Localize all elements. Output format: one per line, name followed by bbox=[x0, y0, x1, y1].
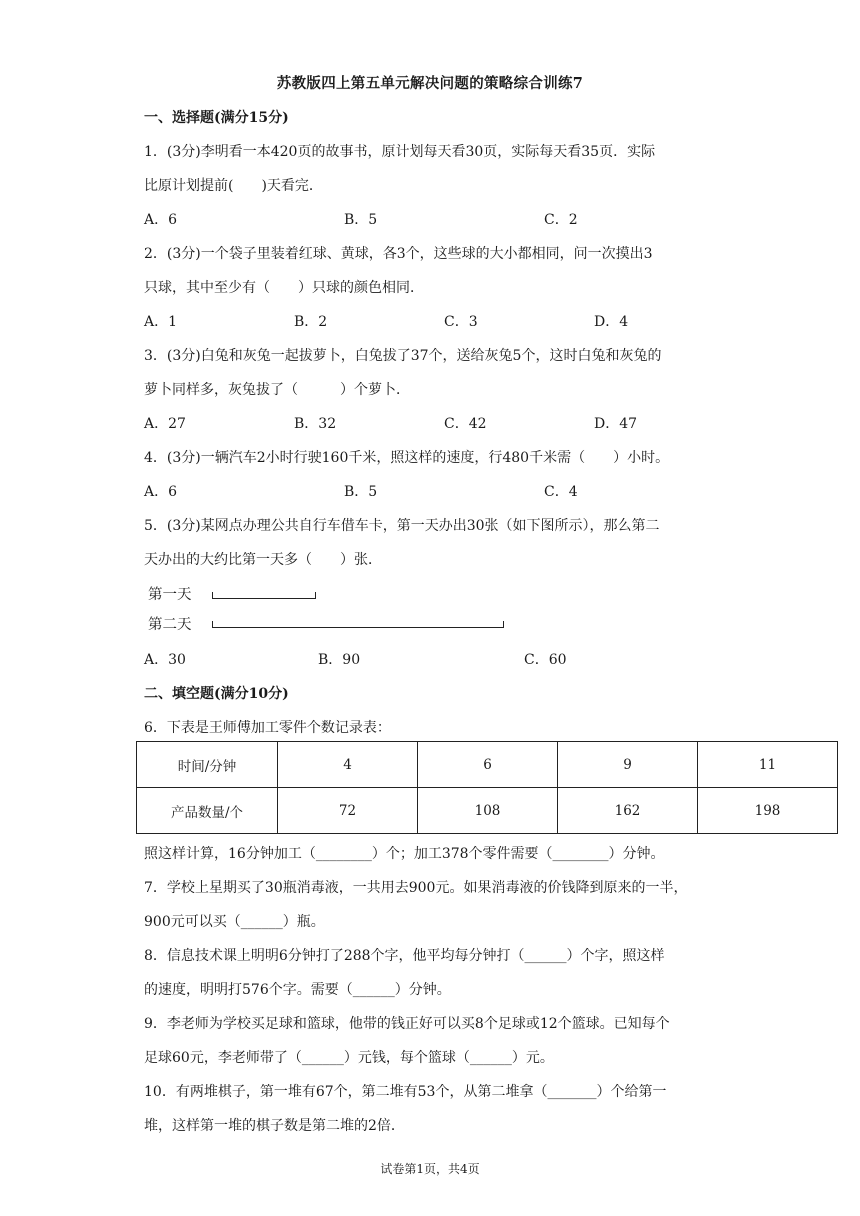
section-heading-choice: 一、选择题(满分15分) bbox=[144, 110, 289, 126]
question-9-line-2: 足球60元，李老师带了（______）元钱，每个篮球（______）元。 bbox=[144, 1050, 554, 1066]
question-2-option-a: A．1 bbox=[144, 314, 178, 330]
question-10-line-2: 堆，这样第一堆的棋子数是第二堆的2倍． bbox=[144, 1118, 405, 1134]
figure-label-day-1: 第一天 bbox=[148, 587, 192, 603]
question-4-option-c: C．4 bbox=[544, 484, 578, 500]
question-5-option-c: C．60 bbox=[524, 652, 567, 668]
question-5-line-1: 5．(3分)某网点办理公共自行车借车卡，第一天办出30张（如下图所示），那么第二 bbox=[144, 518, 660, 534]
question-4-option-a: A．6 bbox=[144, 484, 178, 500]
question-6-intro: 6．下表是王师傅加工零件个数记录表： bbox=[144, 720, 391, 736]
page-title: 苏教版四上第五单元解决问题的策略综合训练7 bbox=[276, 75, 584, 92]
table-row-header: 产品数量/个 bbox=[137, 788, 278, 834]
table-cell: 72 bbox=[278, 788, 418, 834]
question-8-line-2: 的速度，明明打576个字。需要（______）分钟。 bbox=[144, 982, 451, 998]
table-cell: 108 bbox=[418, 788, 558, 834]
figure-label-day-2: 第二天 bbox=[148, 617, 192, 633]
question-5-option-a: A．30 bbox=[144, 652, 186, 668]
record-table bbox=[136, 741, 838, 834]
question-3-option-b: B．32 bbox=[294, 416, 337, 432]
question-2-line-2: 只球，其中至少有（ ）只球的颜色相同． bbox=[144, 280, 424, 296]
question-3-option-d: D．47 bbox=[594, 416, 638, 432]
question-1-line-1: 1．(3分)李明看一本420页的故事书，原计划每天看30页，实际每天看35页．实际 bbox=[144, 144, 656, 160]
segment-day-1 bbox=[212, 592, 316, 599]
table-cell: 198 bbox=[698, 788, 838, 834]
question-5-option-b: B．90 bbox=[318, 652, 361, 668]
question-10-line-1: 10．有两堆棋子，第一堆有67个，第二堆有53个，从第二堆拿（_______）个给第一 bbox=[144, 1084, 667, 1100]
table-cell: 6 bbox=[418, 742, 558, 788]
question-2-option-b: B．2 bbox=[294, 314, 328, 330]
question-1-option-c: C．2 bbox=[544, 212, 578, 228]
table-cell: 11 bbox=[698, 742, 838, 788]
question-4-option-b: B．5 bbox=[344, 484, 378, 500]
page-footer: 试卷第1页，共4页 bbox=[380, 1162, 480, 1176]
table-cell: 4 bbox=[278, 742, 418, 788]
table-cell: 9 bbox=[558, 742, 698, 788]
segment-day-2 bbox=[212, 621, 504, 628]
question-2-line-1: 2．(3分)一个袋子里装着红球、黄球，各3个，这些球的大小都相同，问一次摸出3 bbox=[144, 246, 653, 262]
question-5-line-2: 天办出的大约比第一天多（ ）张． bbox=[144, 552, 382, 568]
table-row bbox=[137, 788, 838, 834]
table-row bbox=[137, 742, 838, 788]
question-1-option-a: A．6 bbox=[144, 212, 178, 228]
question-1-line-2: 比原计划提前( )天看完． bbox=[144, 178, 323, 194]
question-7-line-1: 7．学校上星期买了30瓶消毒液，一共用去900元。如果消毒液的价钱降到原来的一半， bbox=[144, 880, 688, 896]
question-2-option-d: D．4 bbox=[594, 314, 629, 330]
section-heading-fill: 二、填空题(满分10分) bbox=[144, 686, 289, 702]
question-1-option-b: B．5 bbox=[344, 212, 378, 228]
question-6-followup: 照这样计算，16分钟加工（________）个；加工378个零件需要（________）分钟。 bbox=[144, 846, 665, 862]
question-3-line-2: 萝卜同样多，灰兔拔了（ ）个萝卜． bbox=[144, 382, 410, 398]
question-9-line-1: 9．李老师为学校买足球和篮球，他带的钱正好可以买8个足球或12个篮球。已知每个 bbox=[144, 1016, 670, 1032]
question-2-option-c: C．3 bbox=[444, 314, 478, 330]
question-7-line-2: 900元可以买（______）瓶。 bbox=[144, 914, 325, 930]
table-cell: 162 bbox=[558, 788, 698, 834]
question-3-option-a: A．27 bbox=[144, 416, 186, 432]
question-3-option-c: C．42 bbox=[444, 416, 487, 432]
question-3-line-1: 3．(3分)白兔和灰兔一起拔萝卜，白兔拔了37个，送给灰兔5个，这时白兔和灰兔的 bbox=[144, 348, 662, 364]
table-row-header: 时间/分钟 bbox=[137, 742, 278, 788]
question-8-line-1: 8．信息技术课上明明6分钟打了288个字，他平均每分钟打（______）个字，照这样 bbox=[144, 948, 665, 964]
question-4-line-1: 4．(3分)一辆汽车2小时行驶160千米，照这样的速度，行480千米需（ ）小时。 bbox=[144, 450, 670, 466]
